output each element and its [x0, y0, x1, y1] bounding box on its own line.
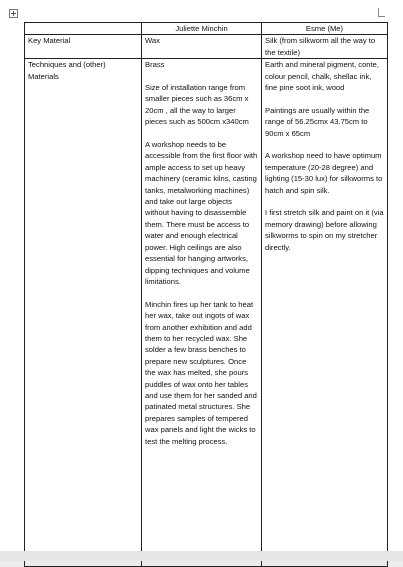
esme-key-material[interactable]: Silk (from silkworm all the way to the textile) [262, 35, 388, 59]
juliette-material-text: Brass [145, 60, 165, 70]
table-row [25, 59, 388, 567]
table-row [25, 35, 388, 59]
row-label-techniques[interactable]: Techniques and (other) Materials [25, 59, 142, 567]
row-label-key-material[interactable]: Key Material [25, 35, 142, 59]
juliette-workshop-text: A workshop needs to be accessible from the first floor with ample access to set up heavy machinery (ceramic kilns, casting tanks, metalworking machines) and take out large objects without having to disassemble them. There must be access to water and enough electrical power. High ceilings are also essential for hanging artworks, dipping techniques and volume limitations. [145, 140, 258, 286]
juliette-process-text: Minchin fires up her tank to heat her wax, take out ingots of wax from another exhibition and add them to her recycled wax. She solder a few brass benches to prepare new sculptures. Once the wax has melted, she pours puddles of wax onto her tables and use them for her sanded and patinated metal structures. She prepares samples of tempered wax panels and light the wicks to test the melting process. [145, 299, 257, 446]
juliette-techniques-cell[interactable] [142, 59, 262, 567]
table-move-handle-icon[interactable] [9, 9, 18, 18]
esme-techniques-cell[interactable] [262, 59, 388, 567]
header-cell-esme[interactable]: Esme (Me) [262, 23, 388, 35]
header-cell-juliette[interactable]: Juliette Minchin [142, 23, 262, 35]
margin-corner-mark [378, 8, 385, 17]
comparison-table [24, 22, 388, 567]
esme-process-text: I first stretch silk and paint on it (via memory drawing) before allowing silkworms to spin on my stretcher directly. [265, 208, 384, 252]
esme-size-text: Paintings are usually within the range of 56.25cmx 43.75cm to 90cm x 65cm [265, 105, 370, 138]
header-cell-empty[interactable] [25, 23, 142, 35]
esme-material-text: Earth and mineral pigment, conte, colour pencil, chalk, shellac ink, fine pine soot ink, wood [265, 60, 379, 93]
table-header-row [25, 23, 388, 35]
page-bottom-margin [0, 551, 403, 561]
juliette-key-material[interactable]: Wax [142, 35, 262, 59]
juliette-size-text: Size of installation range from smaller pieces such as 36cm x 20cm , all the way to larger pieces such as 500cm x340cm [145, 83, 249, 127]
esme-workshop-text: A workshop need to have optimum temperature (20-28 degree) and lighting (15-30 lux) for silkworms to hatch and spin silk. [265, 151, 383, 195]
